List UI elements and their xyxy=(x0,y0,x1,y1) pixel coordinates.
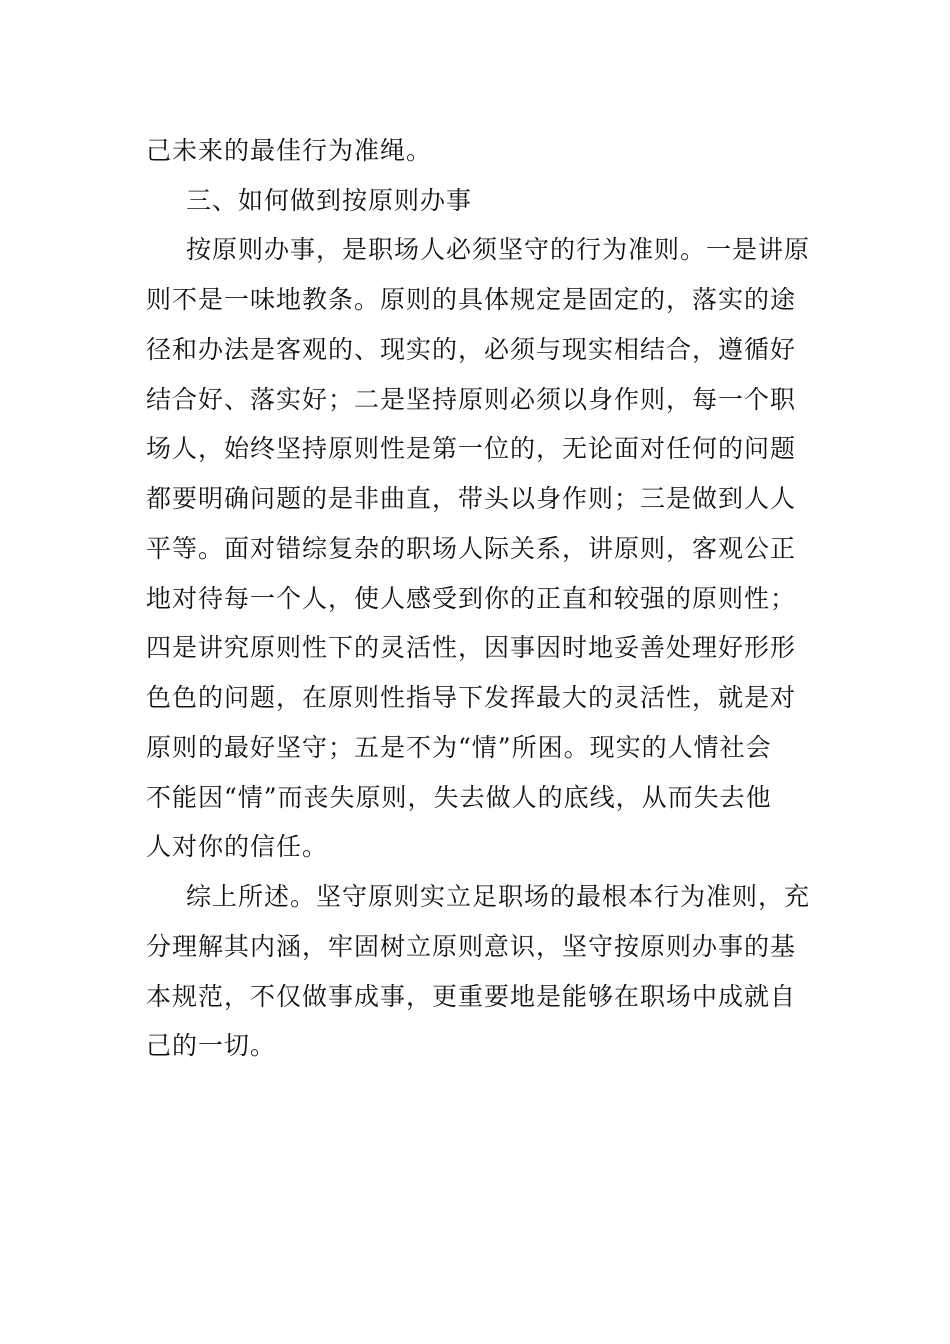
text-line: 不能因“情”而丧失原则，失去做人的底线，从而失去他 xyxy=(146,783,772,812)
text-line: 场人，始终坚持原则性是第一位的，无论面对任何的问题 xyxy=(146,434,797,463)
text-line: 综上所述。坚守原则实立足职场的最根本行为准则，充 xyxy=(186,882,811,911)
text-line: 本规范，不仅做事成事，更重要地是能够在职场中成就自 xyxy=(146,982,797,1011)
text-line: 则不是一味地教条。原则的具体规定是固定的，落实的途 xyxy=(146,285,797,314)
text-line: 己未来的最佳行为准绳。 xyxy=(146,136,433,165)
text-line: 径和办法是客观的、现实的，必须与现实相结合，遵循好 xyxy=(146,335,797,364)
text-line: 地对待每一个人，使人感受到你的正直和较强的原则性； xyxy=(146,584,797,613)
text-line: 四是讲究原则性下的灵活性，因事因时地妥善处理好形形 xyxy=(146,633,797,662)
text-line: 分理解其内涵，牢固树立原则意识，坚守按原则办事的基 xyxy=(146,932,797,961)
text-line: 都要明确问题的是非曲直，带头以身作则；三是做到人人 xyxy=(146,484,797,513)
text-line: 结合好、落实好；二是坚持原则必须以身作则，每一个职 xyxy=(146,385,797,414)
text-line: 按原则办事，是职场人必须坚守的行为准则。一是讲原 xyxy=(186,235,811,264)
text-line: 人对你的信任。 xyxy=(146,832,329,861)
section-heading: 三、如何做到按原则办事 xyxy=(186,186,473,215)
text-line: 平等。面对错综复杂的职场人际关系，讲原则，客观公正 xyxy=(146,534,797,563)
text-line: 己的一切。 xyxy=(146,1031,277,1060)
text-line: 色色的问题，在原则性指导下发挥最大的灵活性，就是对 xyxy=(146,683,797,712)
text-line: 原则的最好坚守；五是不为“情”所困。现实的人情社会 xyxy=(146,733,772,762)
